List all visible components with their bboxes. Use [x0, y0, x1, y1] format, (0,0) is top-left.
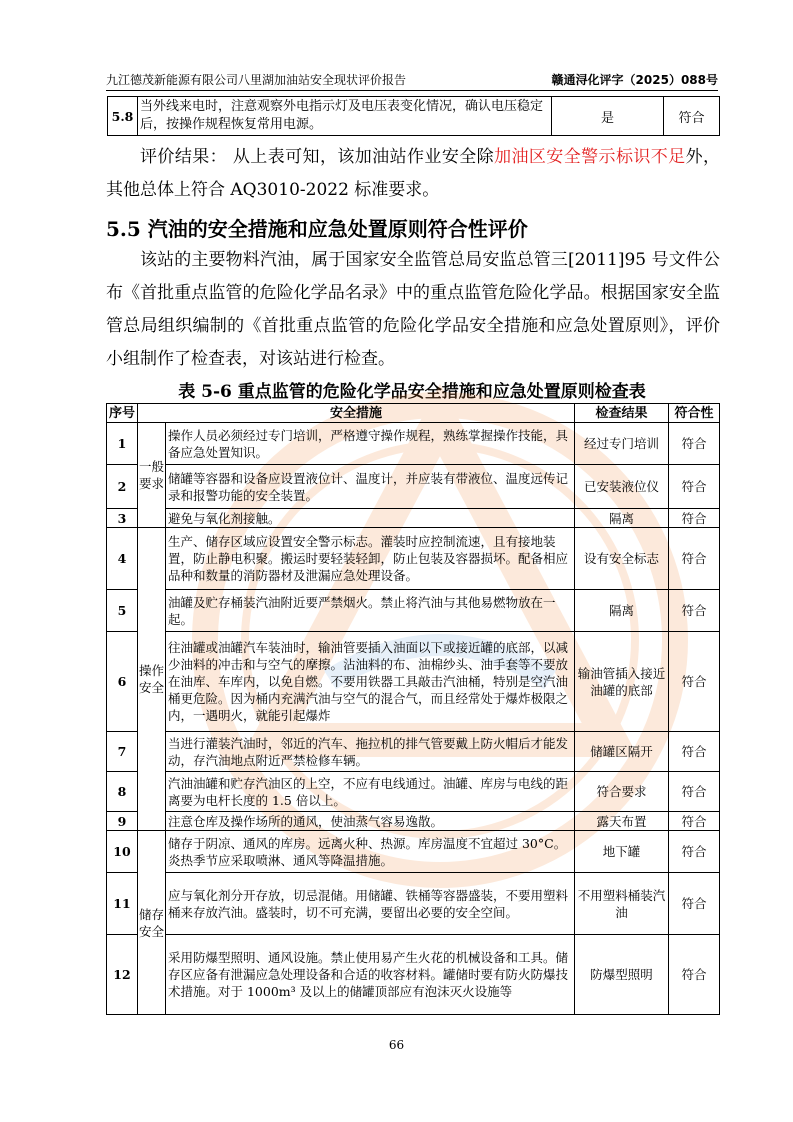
row-conform: 符合	[664, 97, 720, 136]
row-number: 5.8	[108, 97, 138, 136]
check-table	[106, 403, 720, 1015]
evaluation-text-1: 从上表可知，该加油站作业安全除	[227, 147, 495, 167]
row-result: 不用塑料桶装汽油	[575, 873, 669, 935]
header-conform: 符合性	[669, 404, 720, 423]
row-result: 已安装液位仪	[575, 465, 669, 509]
header-measure: 安全措施	[138, 404, 575, 423]
row-result: 隔离	[575, 509, 669, 528]
row-conform: 符合	[669, 831, 720, 873]
header-report-title: 九江德茂新能源有限公司八里湖加油站安全现状评价报告	[106, 73, 407, 87]
row-number: 5	[107, 590, 138, 632]
evaluation-lead: 评价结果：	[140, 147, 228, 167]
row-number: 7	[107, 732, 138, 772]
row-measure: 储存于阴凉、通风的库房。远离火种、热源。库房温度不宜超过 30°C。炎热季节应采取喷淋、通风等降温措施。	[166, 831, 575, 873]
row-conform: 符合	[669, 935, 720, 1015]
row-number: 11	[107, 873, 138, 935]
row-number: 8	[107, 772, 138, 812]
table-header-row	[107, 404, 720, 423]
row-conform: 符合	[669, 423, 720, 465]
row-result: 输油管插入接近油罐的底部	[575, 632, 669, 732]
row-number: 6	[107, 632, 138, 732]
table-row	[107, 632, 720, 732]
header-seq: 序号	[107, 404, 138, 423]
page-header	[106, 68, 718, 91]
row-conform: 符合	[669, 732, 720, 772]
evaluation-result	[106, 141, 720, 207]
row-result: 防爆型照明	[575, 935, 669, 1015]
table-row	[107, 528, 720, 590]
row-measure: 往油罐或油罐汽车装油时，输油管要插入油面以下或接近罐的底部，以减少油料的冲击和与空气的摩擦。沾油料的布、油棉纱头、油手套等不要放在油库、车库内，以免自燃。不要用铁器工具敲击汽油桶，特别是空汽油桶更危险。因为桶内充满汽油与空气的混合气，而且经常处于爆炸极限之内，一遇明火，就能引起爆炸	[166, 632, 575, 732]
table-row	[107, 509, 720, 528]
row-measure: 油罐及贮存桶装汽油附近要严禁烟火。禁止将汽油与其他易燃物放在一起。	[166, 590, 575, 632]
page-number: 66	[388, 1038, 405, 1052]
row-conform: 符合	[669, 873, 720, 935]
row-result: 符合要求	[575, 772, 669, 812]
table-row	[107, 812, 720, 831]
row-result: 是	[552, 97, 664, 136]
row-measure: 应与氧化剂分开存放，切忌混储。用储罐、铁桶等容器盛装，不要用塑料桶来存放汽油。盛装时，切不可充满，要留出必要的安全空间。	[166, 873, 575, 935]
table-row	[107, 831, 720, 873]
row-result: 经过专门培训	[575, 423, 669, 465]
group-general: 一般要求	[138, 423, 166, 528]
row-measure: 汽油油罐和贮存汽油区的上空，不应有电线通过。油罐、库房与电线的距离要为电杆长度的 1.5 倍以上。	[166, 772, 575, 812]
row-result: 储罐区隔开	[575, 732, 669, 772]
row-number: 3	[107, 509, 138, 528]
table-row	[107, 873, 720, 935]
row-number: 12	[107, 935, 138, 1015]
header-report-number: 赣通浔化评字（2025）088号	[551, 73, 718, 87]
table-row	[107, 590, 720, 632]
row-measure: 操作人员必须经过专门培训，严格遵守操作规程，熟练掌握操作技能，具备应急处置知识。	[166, 423, 575, 465]
row-conform: 符合	[669, 590, 720, 632]
table-caption: 表 5-6 重点监管的危险化学品安全措施和应急处置原则检查表	[178, 382, 646, 402]
table-row	[107, 423, 720, 465]
evaluation-text-2: 外，其他总体上符合 AQ3010-2022 标准要求。	[106, 147, 721, 200]
group-storage: 储存安全	[138, 831, 166, 1015]
section-body: 该站的主要物料汽油，属于国家安全监管总局安监总管三[2011]95 号文件公布《首批重点监管的危险化学品名录》中的重点监管危险化学品。根据国家安全监管总局组织编制的《首批重点监管的危险化学品安全措施和应急处置原则》，评价小组制作了检查表，对该站进行检查。	[106, 250, 720, 369]
row-conform: 符合	[669, 812, 720, 831]
row-conform: 符合	[669, 528, 720, 590]
table-row	[108, 97, 720, 136]
row-number: 9	[107, 812, 138, 831]
row-number: 10	[107, 831, 138, 873]
table-row	[107, 465, 720, 509]
row-conform: 符合	[669, 772, 720, 812]
row-result: 设有安全标志	[575, 528, 669, 590]
row-measure: 注意仓库及操作场所的通风，使油蒸气容易逸散。	[166, 812, 575, 831]
row-conform: 符合	[669, 509, 720, 528]
row-result: 露天布置	[575, 812, 669, 831]
row-measure: 采用防爆型照明、通风设施。禁止使用易产生火花的机械设备和工具。储存区应备有泄漏应急处理设备和合适的收容材料。罐储时要有防火防爆技术措施。对于 1000m³ 及以上的储罐顶部应有泡沫灭火设施等	[166, 935, 575, 1015]
table-row	[107, 772, 720, 812]
row-number: 1	[107, 423, 138, 465]
evaluation-highlight: 加油区安全警示标识不足	[494, 147, 686, 167]
table-row	[107, 732, 720, 772]
group-operation: 操作安全	[138, 528, 166, 831]
previous-table-fragment	[107, 96, 720, 136]
row-number: 4	[107, 528, 138, 590]
row-measure: 当外线来电时，注意观察外电指示灯及电压表变化情况，确认电压稳定后，按操作规程恢复常用电源。	[138, 97, 552, 136]
row-result: 地下罐	[575, 831, 669, 873]
row-measure: 生产、储存区域应设置安全警示标志。灌装时应控制流速，且有接地装置，防止静电积聚。搬运时要轻装轻卸，防止包装及容器损坏。配备相应品种和数量的消防器材及泄漏应急处理设备。	[166, 528, 575, 590]
row-result: 隔离	[575, 590, 669, 632]
row-measure: 储罐等容器和设备应设置液位计、温度计，并应装有带液位、温度远传记录和报警功能的安全装置。	[166, 465, 575, 509]
row-conform: 符合	[669, 632, 720, 732]
header-result: 检查结果	[575, 404, 669, 423]
row-conform: 符合	[669, 465, 720, 509]
section-title: 5.5 汽油的安全措施和应急处置原则符合性评价	[106, 217, 528, 241]
table-row	[107, 935, 720, 1015]
row-measure: 当进行灌装汽油时，邻近的汽车、拖拉机的排气管要戴上防火帽后才能发动，存汽油地点附近严禁检修车辆。	[166, 732, 575, 772]
row-number: 2	[107, 465, 138, 509]
row-measure: 避免与氧化剂接触。	[166, 509, 575, 528]
